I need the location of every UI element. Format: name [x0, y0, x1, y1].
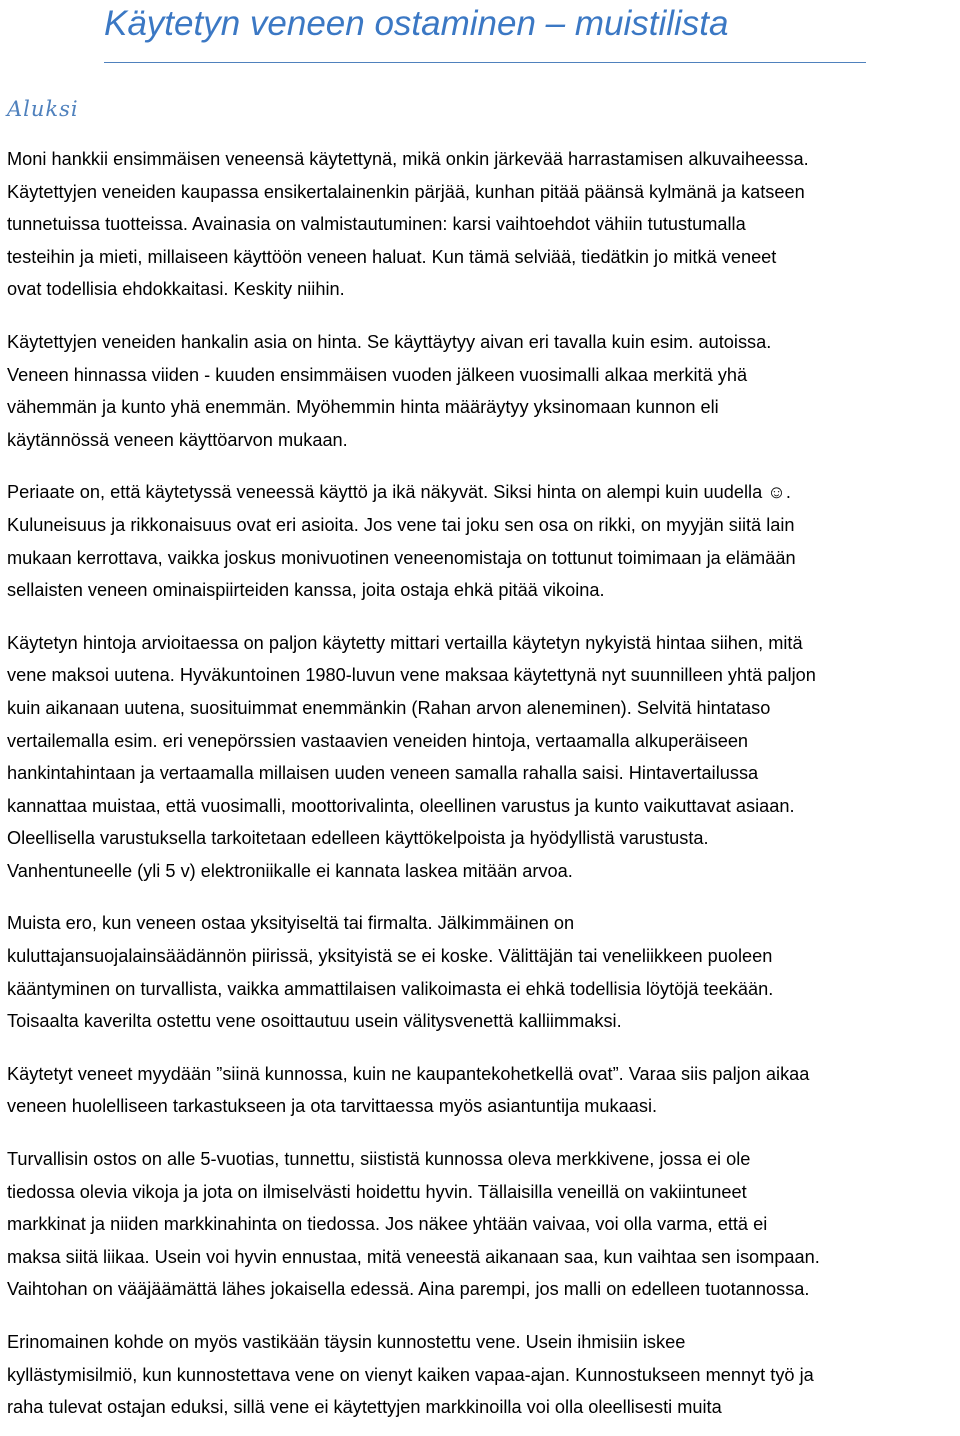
section-heading: Aluksi: [7, 97, 79, 121]
body-paragraph: [7, 326, 960, 456]
paragraph-line: Muista ero, kun veneen ostaa yksityiseltä tai firmalta. Jälkimmäinen on: [7, 913, 575, 934]
paragraph-line: Toisaalta kaverilta ostettu vene osoittautuu usein välitysvenettä kalliimmaksi.: [7, 1011, 622, 1032]
paragraph-line: veneen huolelliseen tarkastukseen ja ota tarvittaessa myös asiantuntija mukaasi.: [7, 1096, 658, 1117]
paragraph-line: Periaate on, että käytetyssä veneessä käyttö ja ikä näkyvät. Siksi hinta on alempi kuin uudella ☺.: [7, 482, 791, 503]
paragraph-line: kannattaa muistaa, että vuosimalli, moottorivalinta, oleellinen varustus ja kunto vaikuttavat asiaan.: [7, 795, 795, 816]
paragraph-line: mukaan kerrottava, vaikka joskus monivuotinen veneenomistaja on tottunut toimimaan ja elämään: [7, 547, 796, 568]
paragraph-line: vertailemalla esim. eri venepörssien vastaavien veneiden hintoja, vertaamalla alkuperäiseen: [7, 730, 749, 751]
paragraph-line: kääntyminen on turvallista, vaikka ammattilaisen valikoimasta ei ehkä todellisia löytöjä teekään.: [7, 978, 774, 999]
document-title: Käytetyn veneen ostaminen – muistilista: [104, 4, 729, 43]
paragraph-line: markkinat ja niiden markkinahinta on tiedossa. Jos näkee yhtään vaivaa, voi olla varma, että ei: [7, 1214, 768, 1235]
paragraph-line: Veneen hinnassa viiden - kuuden ensimmäisen vuoden jälkeen vuosimalli alkaa merkitä yhä: [7, 364, 748, 385]
body-paragraph: [7, 476, 960, 606]
paragraph-line: kyllästymisilmiö, kun kunnostettava vene on vienyt kaiken vapaa-ajan. Kunnostukseen mennyt työ ja: [7, 1364, 814, 1385]
paragraph-line: testeihin ja mieti, millaiseen käyttöön veneen haluat. Kun tämä selviää, tiedätkin jo mitkä veneet: [7, 246, 777, 267]
paragraph-line: raha tulevat ostajan eduksi, sillä vene ei käytettyjen markkinoilla voi olla oleellisesti muita: [7, 1397, 722, 1418]
body-paragraph: [7, 1326, 960, 1424]
paragraph-line: Erinomainen kohde on myös vastikään täysin kunnostettu vene. Usein ihmisiin iskee: [7, 1332, 686, 1352]
paragraph-line: tunnetuissa tuotteissa. Avainasia on valmistautuminen: karsi vaihtoehdot vähiin tutustumalla: [7, 214, 746, 235]
body-paragraph: [7, 1058, 960, 1123]
paragraph-line: vene maksoi uutena. Hyväkuntoinen 1980-luvun vene maksaa käytettynä nyt suunnilleen yhtä paljon: [7, 665, 816, 686]
paragraph-line: kuin aikanaan uutena, suosituimmat enemmänkin (Rahan arvon aleneminen). Selvitä hintataso: [7, 697, 771, 718]
body-paragraph: [7, 143, 960, 306]
document-body: [7, 143, 960, 1436]
paragraph-line: Vaihtohan on vääjäämättä lähes jokaisella edessä. Aina parempi, jos malli on edelleen tuotannossa.: [7, 1279, 810, 1300]
paragraph-line: Turvallisin ostos on alle 5-vuotias, tunnettu, siististä kunnossa oleva merkkivene, jossa ei ole: [7, 1149, 751, 1170]
body-paragraph: [7, 1143, 960, 1306]
paragraph-line: Moni hankkii ensimmäisen veneensä käytettynä, mikä onkin järkevää harrastamisen alkuvaiheessa.: [7, 149, 809, 169]
paragraph-line: Kuluneisuus ja rikkonaisuus ovat eri asioita. Jos vene tai joku sen osa on rikki, on myyjän siitä lain: [7, 514, 795, 535]
paragraph-line: vähemmän ja kunto yhä enemmän. Myöhemmin hinta määräytyy yksinomaan kunnon eli: [7, 397, 719, 418]
paragraph-line: tiedossa olevia vikoja ja jota on ilmiselvästi hoidettu hyvin. Tällaisilla veneillä on vakiintuneet: [7, 1181, 747, 1202]
paragraph-line: sellaisten veneen ominaispiirteiden kanssa, joita ostaja ehkä pitää vikoina.: [7, 580, 605, 601]
paragraph-line: käytännössä veneen käyttöarvon mukaan.: [7, 429, 348, 450]
paragraph-line: maksa siitä liikaa. Usein voi hyvin ennustaa, mitä veneestä aikanaan saa, kun vaihtaa sen isompaan.: [7, 1246, 820, 1267]
paragraph-line: Käytetyt veneet myydään ”siinä kunnossa, kuin ne kaupantekohetkellä ovat”. Varaa siis paljon aikaa: [7, 1063, 810, 1084]
body-paragraph: [7, 907, 960, 1037]
paragraph-line: Oleellisella varustuksella tarkoitetaan edelleen käyttökelpoista ja hyödyllistä varustusta.: [7, 828, 709, 849]
paragraph-line: Käytetyn hintoja arvioitaessa on paljon käytetty mittari vertailla käytetyn nykyistä hintaa siihen, mitä: [7, 632, 803, 653]
title-underline: [104, 62, 866, 63]
paragraph-line: hankintahintaan ja vertaamalla millaisen uuden veneen samalla rahalla saisi. Hintavertailussa: [7, 763, 759, 784]
body-paragraph: [7, 627, 960, 888]
paragraph-line: kuluttajansuojalainsäädännön piirissä, yksityistä se ei koske. Välittäjän tai veneliikkeen puoleen: [7, 946, 773, 967]
paragraph-line: Käytettyjen veneiden hankalin asia on hinta. Se käyttäytyy aivan eri tavalla kuin esim. autoissa.: [7, 331, 772, 352]
paragraph-line: Käytettyjen veneiden kaupassa ensikertalainenkin pärjää, kunhan pitää päänsä kylmänä ja katseen: [7, 181, 805, 202]
paragraph-line: Vanhentuneelle (yli 5 v) elektroniikalle ei kannata laskea mitään arvoa.: [7, 860, 573, 881]
paragraph-line: ovat todellisia ehdokkaitasi. Keskity niihin.: [7, 279, 345, 300]
